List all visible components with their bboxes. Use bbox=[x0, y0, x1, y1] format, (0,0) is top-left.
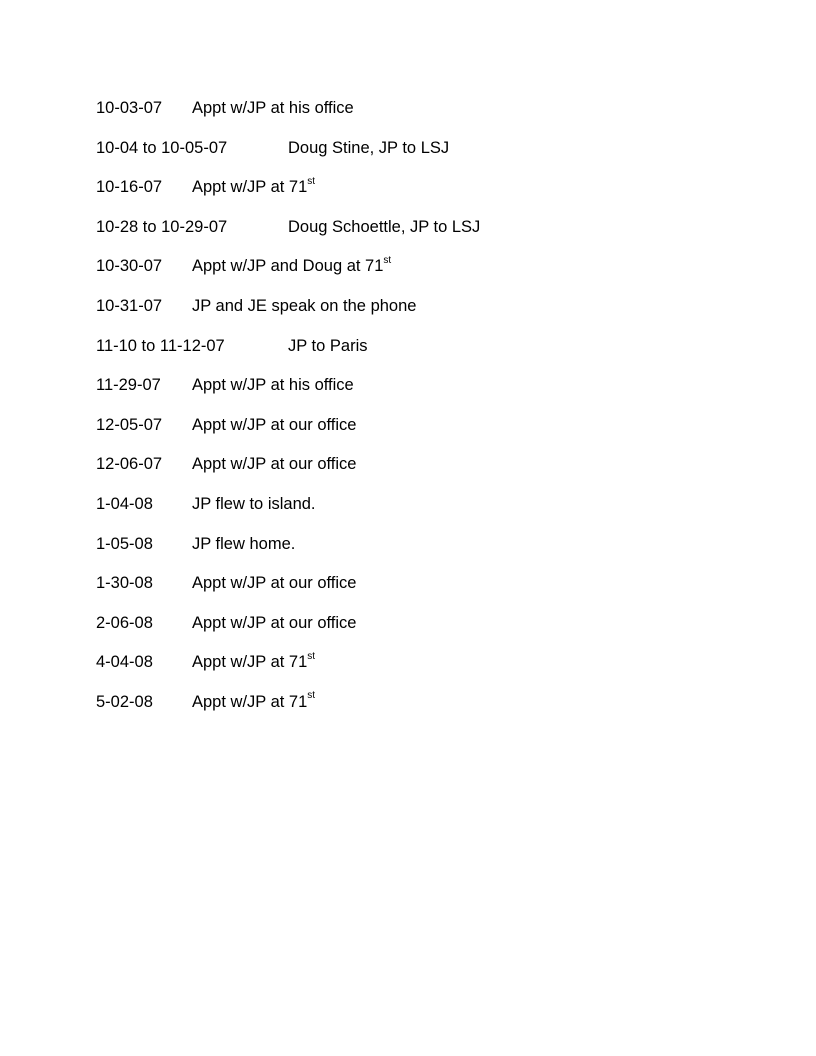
entry-description bbox=[288, 216, 480, 238]
entry-row bbox=[96, 176, 716, 216]
entry-row bbox=[96, 97, 716, 137]
entry-date: 1-05-08 bbox=[96, 534, 153, 553]
entry-description bbox=[192, 612, 356, 634]
entry-description bbox=[192, 97, 354, 119]
entry-date: 1-04-08 bbox=[96, 494, 153, 513]
entry-description bbox=[192, 414, 356, 436]
entry-row bbox=[96, 216, 716, 256]
entry-description bbox=[288, 137, 449, 159]
entry-date: 10-30-07 bbox=[96, 257, 163, 276]
entry-date: 11-10 to 11-12-07 bbox=[96, 336, 225, 355]
entry-text: Appt w/JP at our office bbox=[192, 574, 357, 593]
entry-date: 4-04-08 bbox=[96, 653, 153, 672]
entry-text: JP to Paris bbox=[288, 336, 368, 355]
entry-row bbox=[96, 533, 716, 573]
entry-description bbox=[192, 453, 356, 475]
entry-text: Appt w/JP at our office bbox=[192, 613, 357, 632]
entry-text: Appt w/JP and Doug at 71 bbox=[192, 257, 384, 276]
ordinal-suffix: st bbox=[307, 175, 316, 187]
entry-description bbox=[192, 255, 391, 277]
entry-row bbox=[96, 295, 716, 335]
entry-date: 1-30-08 bbox=[96, 574, 153, 593]
entry-date: 10-31-07 bbox=[96, 296, 163, 315]
entry-description bbox=[192, 295, 416, 317]
ordinal-suffix: st bbox=[307, 650, 316, 662]
entry-date: 10-03-07 bbox=[96, 99, 163, 117]
entry-row bbox=[96, 493, 716, 533]
ordinal-suffix: st bbox=[383, 254, 392, 266]
entry-row bbox=[96, 414, 716, 454]
entry-date: 11-29-07 bbox=[96, 376, 161, 395]
entry-text: Appt w/JP at 71 bbox=[192, 653, 308, 672]
entry-description bbox=[192, 651, 315, 673]
entry-row bbox=[96, 612, 716, 652]
entry-text: Appt w/JP at 71 bbox=[192, 178, 308, 197]
entry-row bbox=[96, 374, 716, 414]
entry-text: Appt w/JP at his office bbox=[192, 376, 354, 395]
entry-row bbox=[96, 255, 716, 295]
entry-text: Appt w/JP at our office bbox=[192, 455, 357, 474]
entry-row bbox=[96, 335, 716, 375]
entry-date: 10-04 to 10-05-07 bbox=[96, 138, 228, 157]
entry-row bbox=[96, 137, 716, 177]
entry-description bbox=[192, 176, 315, 198]
entry-list bbox=[96, 97, 716, 731]
entry-date: 5-02-08 bbox=[96, 692, 153, 711]
entry-text: Appt w/JP at 71 bbox=[192, 692, 308, 711]
entry-date: 10-16-07 bbox=[96, 178, 163, 197]
entry-row bbox=[96, 572, 716, 612]
entry-text: JP flew to island. bbox=[192, 494, 316, 513]
entry-text: JP and JE speak on the phone bbox=[192, 296, 417, 315]
entry-row bbox=[96, 691, 716, 731]
entry-description bbox=[288, 335, 367, 357]
entry-date: 12-06-07 bbox=[96, 455, 163, 474]
entry-text: Appt w/JP at his office bbox=[192, 99, 354, 117]
entry-text: Appt w/JP at our office bbox=[192, 415, 357, 434]
entry-row bbox=[96, 651, 716, 691]
entry-description bbox=[192, 533, 295, 555]
entry-text: Doug Stine, JP to LSJ bbox=[288, 138, 450, 157]
entry-description bbox=[192, 493, 316, 515]
entry-date: 2-06-08 bbox=[96, 613, 153, 632]
entry-text: Doug Schoettle, JP to LSJ bbox=[288, 217, 481, 236]
entry-description bbox=[192, 374, 354, 396]
ordinal-suffix: st bbox=[307, 690, 316, 702]
entry-date: 12-05-07 bbox=[96, 415, 163, 434]
entry-row bbox=[96, 453, 716, 493]
entry-text: JP flew home. bbox=[192, 534, 296, 553]
entry-date: 10-28 to 10-29-07 bbox=[96, 217, 228, 236]
entry-description bbox=[192, 572, 356, 594]
entry-description bbox=[192, 691, 315, 713]
